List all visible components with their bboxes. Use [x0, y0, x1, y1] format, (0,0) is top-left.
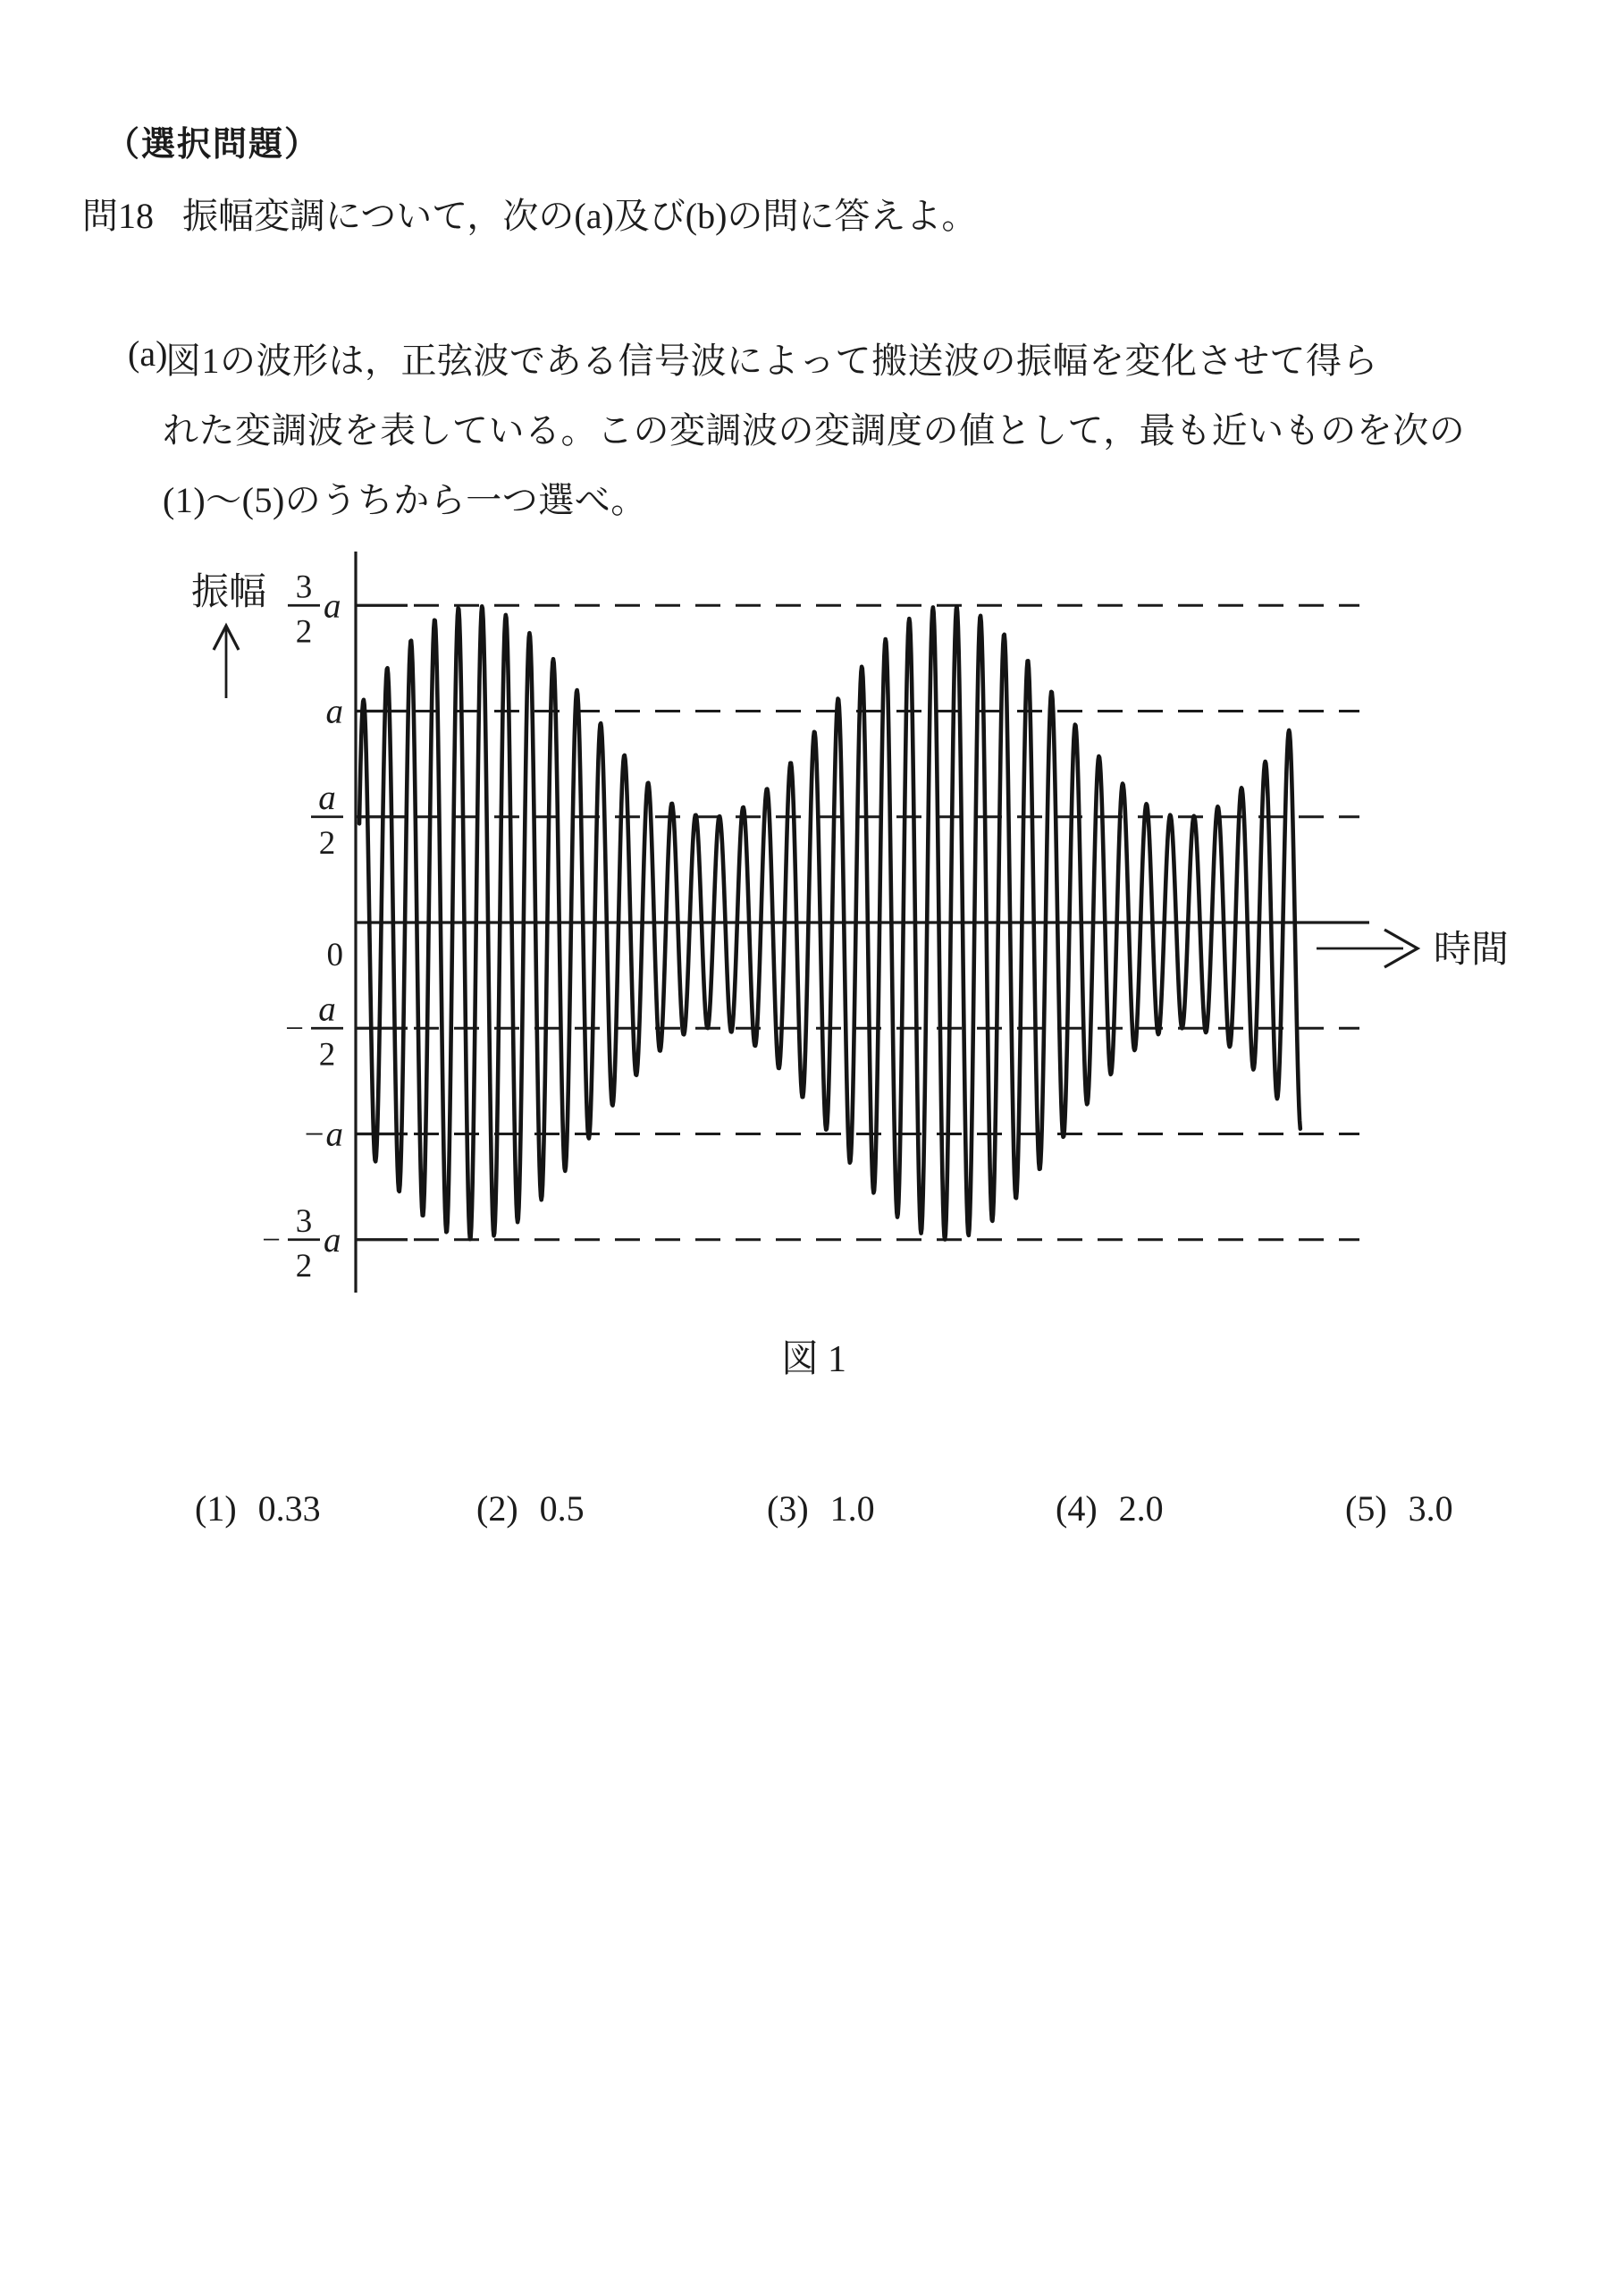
y-tick-label-1: [326, 693, 344, 731]
tick-minus-sign: −: [285, 1010, 304, 1048]
fraction-denominator: 2: [295, 1247, 313, 1285]
figure-1-am-waveform-chart: [0, 536, 1573, 1341]
tick-text: a: [325, 692, 343, 731]
y-tick-label--1: [302, 1116, 343, 1154]
y-tick-label-0: [327, 937, 344, 973]
option-4: [1056, 1487, 1164, 1529]
fraction-denominator: 2: [318, 824, 336, 862]
fraction-numerator: 3: [295, 1202, 313, 1240]
y-axis-title: 振幅: [191, 572, 267, 613]
option-5-value: 3.0: [1408, 1488, 1453, 1529]
part-a-line-2: れた変調波を表している。この変調波の変調度の値として，最も近いものを次の: [163, 410, 1466, 451]
y-tick-label--1.5: [262, 1203, 341, 1285]
question-text: 振幅変調について，次の(a)及び(b)の問に答えよ。: [182, 196, 978, 236]
option-4-value: 2.0: [1118, 1488, 1164, 1529]
y-tick-label-1.5: [288, 569, 341, 650]
options-row: [0, 1487, 1624, 1541]
option-3-value: 1.0: [829, 1488, 875, 1529]
figure-caption: 図1: [781, 1339, 856, 1380]
question-line: [82, 188, 977, 239]
option-3: [767, 1487, 875, 1529]
tick-suffix: a: [324, 1220, 341, 1260]
option-2-number: (2): [476, 1488, 518, 1529]
x-axis-title: 時間: [1434, 930, 1510, 971]
option-3-number: (3): [767, 1488, 809, 1529]
part-a-line-1: 図1の波形は，正弦波である信号波によって搬送波の振幅を変化させて得ら: [165, 341, 1378, 381]
fraction-denominator: 2: [295, 613, 313, 651]
tick-text: 0: [326, 937, 343, 973]
y-tick-label--0.5: [285, 990, 343, 1073]
option-5: [1345, 1487, 1453, 1529]
tick-suffix: a: [324, 586, 341, 626]
option-2-value: 0.5: [539, 1488, 585, 1529]
question-number: 問18: [82, 196, 154, 236]
fraction-numerator: 3: [295, 569, 313, 606]
option-1: [195, 1487, 321, 1529]
fraction-numerator: a: [318, 778, 336, 817]
option-5-number: (5): [1345, 1488, 1387, 1529]
tick-minus-sign: −: [262, 1221, 281, 1259]
part-a-line-3: (1)～(5)のうちから一つ選べ。: [163, 480, 647, 520]
y-tick-label-0.5: [311, 779, 343, 862]
option-4-number: (4): [1056, 1488, 1098, 1529]
option-2: [476, 1487, 585, 1529]
tick-text: −a: [302, 1115, 343, 1154]
fraction-denominator: 2: [318, 1036, 336, 1074]
part-a-label: (a): [128, 333, 168, 374]
option-1-number: (1): [195, 1488, 237, 1529]
option-1-value: 0.33: [257, 1488, 321, 1529]
section-note: （選択問題）: [105, 126, 321, 164]
fraction-numerator: a: [318, 990, 336, 1029]
